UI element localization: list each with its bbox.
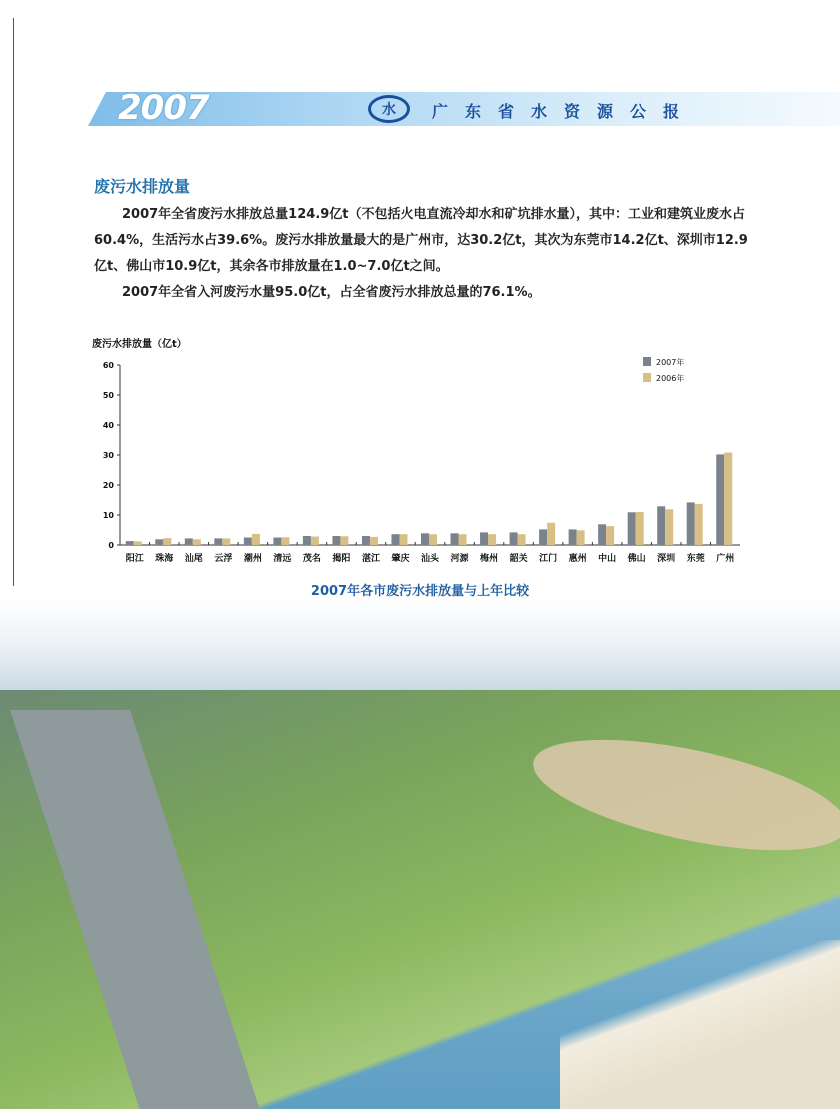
bar-2007年-中山 <box>598 524 606 545</box>
legend-swatch <box>643 373 651 382</box>
x-tick-label: 清远 <box>273 554 292 564</box>
bar-2007年-珠海 <box>155 539 163 545</box>
x-tick-label: 汕尾 <box>184 554 203 564</box>
x-tick-label: 深圳 <box>657 554 676 564</box>
y-tick-label: 50 <box>102 391 114 400</box>
legend-label: 2007年 <box>656 358 685 367</box>
bar-2006年-江门 <box>547 523 555 545</box>
bar-2006年-河源 <box>459 534 467 545</box>
x-tick-label: 广州 <box>716 554 735 564</box>
bar-2006年-潮州 <box>252 534 260 545</box>
header-year: 2007 <box>118 88 209 128</box>
bar-2007年-揭阳 <box>332 536 340 545</box>
bar-2007年-广州 <box>716 454 724 545</box>
x-tick-label: 揭阳 <box>332 554 351 564</box>
bar-2006年-清远 <box>281 537 289 545</box>
bar-2006年-肇庆 <box>399 534 407 545</box>
bar-2006年-湛江 <box>370 537 378 545</box>
x-tick-label: 珠海 <box>155 554 174 564</box>
paragraph-2: 2007年全省入河废污水量95.0亿t，占全省废污水排放总量的76.1%。 <box>122 285 541 300</box>
bar-2006年-梅州 <box>488 534 496 545</box>
river-park-photo <box>0 600 840 1109</box>
x-tick-label: 东莞 <box>686 554 705 564</box>
bar-2006年-韶关 <box>518 534 526 545</box>
bar-2007年-清远 <box>273 538 281 546</box>
x-tick-label: 韶关 <box>509 554 528 564</box>
paragraph-1: 2007年全省废污水排放总量124.9亿t（不包括火电直流冷却水和矿坑排水量），其中：工业和建筑业废水占60.4%，生活污水占39.6%。废污水排放量最大的是广州市，达30.2亿t，其次为东莞市14.2亿t、深圳市12.9亿t、佛山市10.9亿t，其余各市排放量在1.0~7.0亿t之间。 <box>94 207 748 274</box>
bar-2007年-江门 <box>539 529 547 545</box>
x-tick-label: 湛江 <box>361 554 380 564</box>
bar-2007年-潮州 <box>244 538 252 546</box>
x-tick-label: 云浮 <box>214 554 233 564</box>
y-tick-label: 40 <box>102 421 114 430</box>
legend-swatch <box>643 357 651 366</box>
bar-2006年-深圳 <box>665 509 673 545</box>
x-tick-label: 茂名 <box>302 554 321 564</box>
x-tick-label: 佛山 <box>627 554 646 564</box>
bar-2006年-珠海 <box>163 538 171 545</box>
bar-2007年-肇庆 <box>391 534 399 545</box>
bar-2007年-深圳 <box>657 506 665 545</box>
x-tick-label: 梅州 <box>480 554 499 564</box>
x-tick-label: 汕头 <box>420 554 440 564</box>
page-border-line <box>13 18 14 586</box>
water-logo-icon: 水 <box>368 95 410 123</box>
bar-2006年-广州 <box>724 453 732 545</box>
y-tick-label: 20 <box>102 481 114 490</box>
bar-2007年-阳江 <box>126 541 134 545</box>
y-tick-label: 10 <box>102 511 114 520</box>
beach <box>560 940 840 1109</box>
section-title: 废污水排放量 <box>94 177 191 196</box>
bar-2007年-汕尾 <box>185 538 193 545</box>
chart-title: 2007年各市废污水排放量与上年比较 <box>310 584 530 599</box>
bar-2006年-东莞 <box>695 504 703 545</box>
y-tick-label: 60 <box>102 361 114 370</box>
y-axis-label: 废污水排放量（亿t） <box>92 339 187 350</box>
bar-2006年-中山 <box>606 526 614 545</box>
x-tick-label: 惠州 <box>568 554 587 564</box>
x-tick-label: 河源 <box>450 554 469 564</box>
x-tick-label: 阳江 <box>125 554 144 564</box>
bar-2007年-湛江 <box>362 536 370 545</box>
bar-2007年-梅州 <box>480 532 488 545</box>
bar-2006年-汕尾 <box>193 539 201 545</box>
bar-2007年-韶关 <box>510 532 518 545</box>
bar-2007年-云浮 <box>214 538 222 545</box>
bar-2006年-惠州 <box>577 530 585 545</box>
x-tick-label: 潮州 <box>243 554 262 564</box>
bar-2007年-佛山 <box>628 512 636 545</box>
bar-2007年-河源 <box>451 533 459 545</box>
y-tick-label: 30 <box>102 451 114 460</box>
bar-2007年-汕头 <box>421 533 429 545</box>
legend-label: 2006年 <box>656 374 685 383</box>
bar-2006年-汕头 <box>429 534 437 545</box>
x-tick-label: 中山 <box>598 554 617 564</box>
bar-2007年-东莞 <box>687 502 695 545</box>
bar-2006年-揭阳 <box>340 536 348 545</box>
bar-2006年-阳江 <box>134 541 142 545</box>
bar-2006年-云浮 <box>222 538 230 545</box>
bar-chart <box>90 335 750 575</box>
header-title: 广东省水资源公报 <box>432 102 697 121</box>
bar-2006年-茂名 <box>311 537 319 545</box>
bar-2007年-惠州 <box>569 529 577 545</box>
x-tick-label: 肇庆 <box>391 554 410 564</box>
bar-2006年-佛山 <box>636 512 644 545</box>
x-tick-label: 江门 <box>539 554 558 564</box>
y-tick-label: 0 <box>108 541 114 550</box>
bar-2007年-茂名 <box>303 536 311 545</box>
